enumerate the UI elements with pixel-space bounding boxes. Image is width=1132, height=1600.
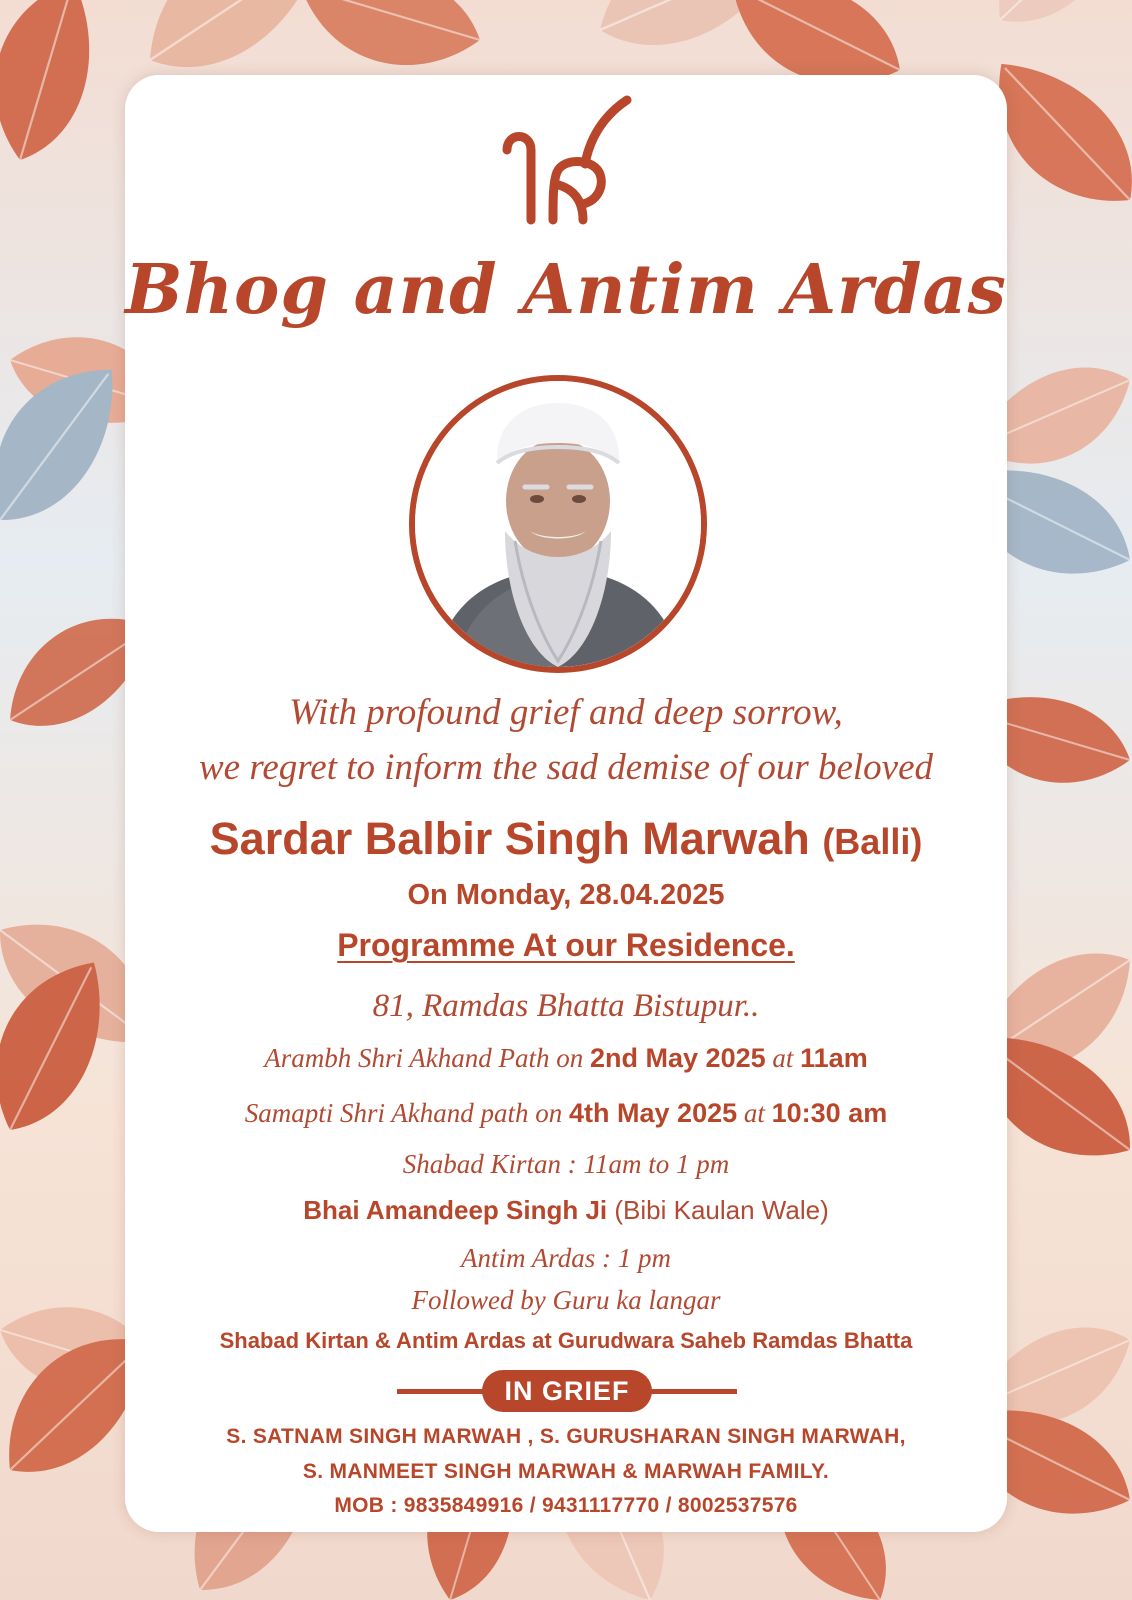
demise-date: On Monday, 28.04.2025 xyxy=(407,879,725,911)
arambh-time: 11am xyxy=(800,1043,868,1073)
family-line-1: S. SATNAM SINGH MARWAH , S. GURUSHARAN SINGH MARWAH, xyxy=(226,1425,906,1448)
samapti-line xyxy=(125,1095,1007,1131)
in-grief-divider xyxy=(397,1370,737,1412)
venue-line: Shabad Kirtan & Antim Ardas at Gurudwara Saheb Ramdas Bhatta xyxy=(219,1328,913,1353)
samapti-at: at xyxy=(737,1098,772,1128)
kirtan-time: Shabad Kirtan : 11am to 1 pm xyxy=(402,1149,730,1179)
ik-onkar-icon xyxy=(495,92,635,232)
family-line-2: S. MANMEET SINGH MARWAH & MARWAH FAMILY. xyxy=(302,1460,830,1483)
programme-heading: Programme At our Residence. xyxy=(337,927,795,963)
arambh-at: at xyxy=(765,1043,801,1073)
samapti-prefix: Samapti Shri Akhand path on xyxy=(244,1098,570,1128)
deceased-full-name: Sardar Balbir Singh Marwah xyxy=(209,813,810,864)
portrait-photo xyxy=(409,375,707,673)
divider-line-left xyxy=(397,1389,487,1394)
divider-line-right xyxy=(647,1389,737,1394)
arambh-prefix: Arambh Shri Akhand Path on xyxy=(264,1043,591,1073)
langar-note: Followed by Guru ka langar xyxy=(411,1285,721,1315)
performer-name: Bhai Amandeep Singh Ji xyxy=(303,1195,608,1225)
antim-ardas-time: Antim Ardas : 1 pm xyxy=(460,1243,671,1273)
deceased-name xyxy=(125,812,1007,869)
arambh-date: 2nd May 2025 xyxy=(590,1043,766,1073)
residence-address: 81, Ramdas Bhatta Bistupur.. xyxy=(372,988,760,1024)
page-title: Bhog and Antim Ardas xyxy=(125,250,1007,330)
intro-line-1: With profound grief and deep sorrow, xyxy=(289,692,843,733)
performer-note: (Bibi Kaulan Wale) xyxy=(614,1195,829,1225)
kirtan-performer xyxy=(125,1193,1007,1227)
intro-line-2: we regret to inform the sad demise of our beloved xyxy=(198,747,934,788)
samapti-date: 4th May 2025 xyxy=(569,1098,738,1128)
arambh-line xyxy=(125,1040,1007,1076)
samapti-time: 10:30 am xyxy=(771,1098,888,1128)
in-grief-badge: IN GRIEF xyxy=(482,1370,652,1412)
portrait-illustration xyxy=(415,381,701,667)
deceased-nickname: (Balli) xyxy=(822,821,923,862)
contact-numbers: MOB : 9835849916 / 9431117770 / 8002537576 xyxy=(334,1494,798,1517)
